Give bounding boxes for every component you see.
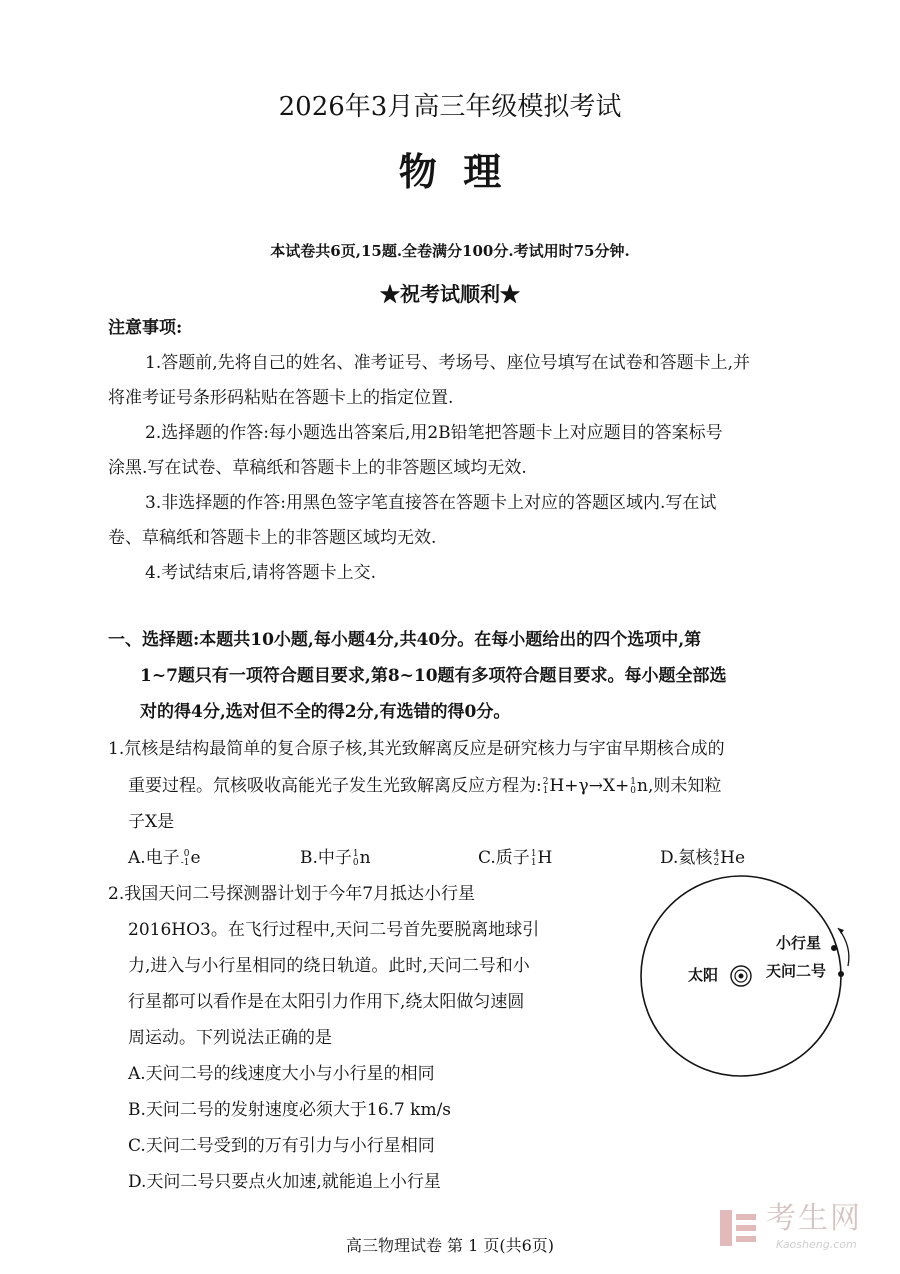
- section1-line: 一、选择题:本题共10小题,每小题4分,共40分。在每小题给出的四个选项中,第: [108, 630, 702, 650]
- watermark-logo-icon: [716, 1206, 760, 1250]
- q1-stem-line2: [128, 776, 721, 796]
- q2-stem-line: 周运动。下列说法正确的是: [128, 1028, 332, 1048]
- q2-option-c[interactable]: C.天问二号受到的万有引力与小行星相同: [128, 1136, 435, 1156]
- exam-info: 本试卷共6页,15题.全卷满分100分.考试用时75分钟.: [270, 242, 630, 260]
- watermark: [716, 1200, 886, 1260]
- q2-stem-line: 2.我国天问二号探测器计划于今年7月抵达小行星: [108, 884, 476, 904]
- q1-stem-line3: 子X是: [128, 812, 175, 832]
- section1-line: 对的得4分,选对但不全的得2分,有选错的得0分。: [140, 702, 511, 722]
- q2-orbit-figure: [628, 866, 858, 1096]
- subject-title: 物 理: [398, 149, 502, 194]
- watermark-text-cn: 考生网: [766, 1201, 862, 1236]
- q1-stem-suffix: n,则未知粒: [637, 776, 722, 796]
- q2-option-a[interactable]: A.天问二号的线速度大小与小行星的相同: [128, 1064, 435, 1084]
- q1-eq-n-iso: 1 0: [630, 776, 637, 796]
- q2-option-b[interactable]: B.天问二号的发射速度必须大于16.7 km/s: [128, 1100, 452, 1120]
- blessing: ★祝考试顺利★: [380, 282, 520, 306]
- probe-label: 天问二号: [766, 962, 827, 980]
- probe-dot: [838, 971, 844, 977]
- q1-equation: H+γ→X+: [549, 776, 630, 796]
- notice-line: 3.非选择题的作答:用黑色签字笔直接答在答题卡上对应的答题区域内.写在试: [145, 493, 717, 513]
- exam-title: 2026年3月高三年级模拟考试: [278, 92, 622, 122]
- notice-line: 涂黑.写在试卷、草稿纸和答题卡上的非答题区域均无效.: [108, 458, 527, 478]
- q2-option-d[interactable]: D.天问二号只要点火加速,就能追上小行星: [128, 1172, 441, 1192]
- asteroid-label: 小行星: [776, 934, 822, 952]
- section1-line: 1~7题只有一项符合题目要求,第8~10题有多项符合题目要求。每小题全部选: [140, 666, 727, 686]
- notice-line: 1.答题前,先将自己的姓名、准考证号、考场号、座位号填写在试卷和答题卡上,并: [145, 353, 751, 373]
- notice-line: 将准考证号条形码粘贴在答题卡上的指定位置.: [108, 388, 454, 408]
- notice-heading: 注意事项:: [108, 318, 183, 338]
- page-footer: 高三物理试卷 第 1 页(共6页): [345, 1236, 555, 1255]
- sun-icon: [731, 966, 751, 986]
- watermark-text-en: Kaosheng.com: [776, 1238, 857, 1251]
- q1-stem-line1: 1.氘核是结构最简单的复合原子核,其光致解离反应是研究核力与宇宙早期核合成的: [108, 739, 725, 759]
- q1-option-b[interactable]: B.中子 1 0 n: [300, 848, 371, 868]
- arrowhead-icon: [838, 928, 844, 934]
- q1-option-a[interactable]: A.电子 0 -1 e: [128, 848, 201, 868]
- q2-stem-line: 力,进入与小行星相同的绕日轨道。此时,天问二号和小: [128, 956, 530, 976]
- notice-line: 2.选择题的作答:每小题选出答案后,用2B铅笔把答题卡上对应题目的答案标号: [145, 423, 723, 443]
- q1-eq-h-iso: 2 1: [542, 776, 549, 796]
- q2-stem-line: 2016HO3。在飞行过程中,天问二号首先要脱离地球引: [128, 920, 540, 940]
- sun-label: 太阳: [688, 966, 719, 984]
- q2-stem-line: 行星都可以看作是在太阳引力作用下,绕太阳做匀速圆: [128, 992, 525, 1012]
- asteroid-dot: [831, 945, 837, 951]
- q1-option-d[interactable]: D.氦核 4 2 He: [660, 848, 746, 868]
- q1-stem-text: 重要过程。氘核吸收高能光子发生光致解离反应方程为:: [128, 776, 542, 796]
- notice-line: 卷、草稿纸和答题卡上的非答题区域均无效.: [108, 528, 437, 548]
- q1-option-c[interactable]: C.质子 1 1 H: [478, 848, 553, 868]
- notice-line: 4.考试结束后,请将答题卡上交.: [145, 563, 377, 583]
